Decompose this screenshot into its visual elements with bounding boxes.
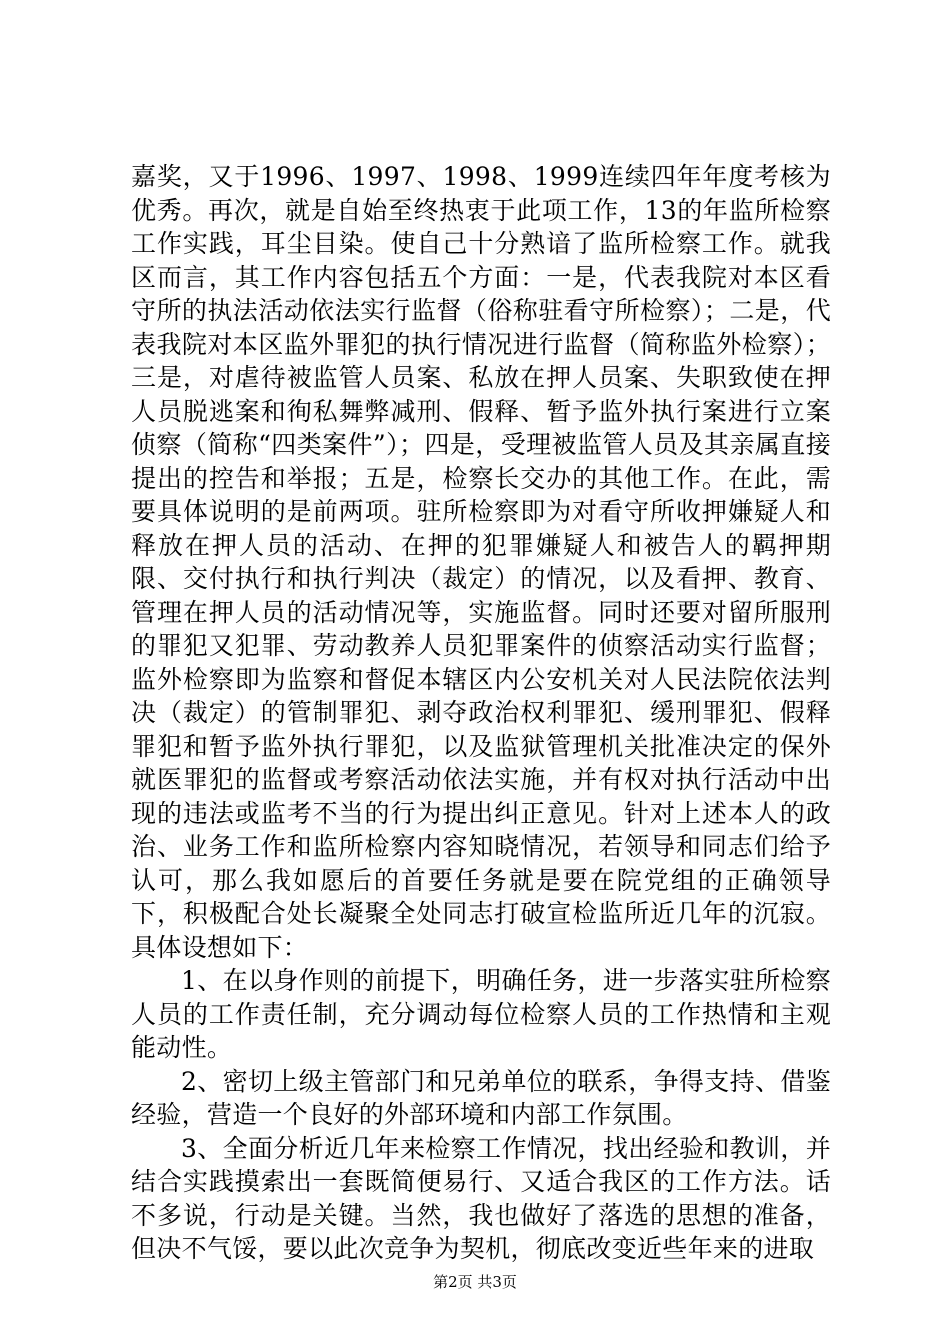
- body-paragraph-3: 2、密切上级主管部门和兄弟单位的联系，争得支持、借鉴经验，营造一个良好的外部环境和内部工作氛围。: [131, 1066, 831, 1129]
- body-paragraph-4: 3、全面分析近几年来检察工作情况，找出经验和教训，并结合实践摸索出一套既简便易行、又适合我区的工作方法。话不多说，行动是关键。当然，我也做好了落选的思想的准备，但决不气馁，要以此次竞争为契机，彻底改变近些年来的进取: [131, 1133, 831, 1263]
- body-paragraph-2: 1、在以身作则的前提下，明确任务，进一步落实驻所检察人员的工作责任制，充分调动每位检察人员的工作热情和主观能动性。: [131, 966, 831, 1062]
- page-footer: [0, 1272, 950, 1292]
- page-indicator: 第2页 共3页: [433, 1273, 517, 1291]
- document-body: [131, 160, 831, 1266]
- body-paragraph-1: 嘉奖，又于1996、1997、1998、1999连续四年年度考核为优秀。再次，就是自始至终热衷于此项工作，13的年监所检察工作实践，耳尘目染。使自己十分熟谙了监所检察工作。就我区而言，其工作内容包括五个方面：一是，代表我院对本区看守所的执法活动依法实行监督（俗称驻看守所检察）；二是，代表我院对本区监外罪犯的执行情况进行监督（简称监外检察）；三是，对虐待被监管人员案、私放在押人员案、失职致使在押人员脱逃案和徇私舞弊减刑、假释、暂予监外执行案进行立案侦察（简称“四类案件”）；四是，受理被监管人员及其亲属直接提出的控告和举报；五是，检察长交办的其他工作。在此，需要具体说明的是前两项。驻所检察即为对看守所收押嫌疑人和释放在押人员的活动、在押的犯罪嫌疑人和被告人的羁押期限、交付执行和执行判决（裁定）的情况，以及看押、教育、管理在押人员的活动情况等，实施监督。同时还要对留所服刑的罪犯又犯罪、劳动教养人员犯罪案件的侦察活动实行监督；监外检察即为监察和督促本辖区内公安机关对人民法院依法判决（裁定）的管制罪犯、剥夺政治权利罪犯、缓刑罪犯、假释罪犯和暂予监外执行罪犯，以及监狱管理机关批准决定的保外就医罪犯的监督或考察活动依法实施，并有权对执行活动中出现的违法或监考不当的行为提出纠正意见。针对上述本人的政治、业务工作和监所检察内容知晓情况，若领导和同志们给予认可，那么我如愿后的首要任务就是要在院党组的正确领导下，积极配合处长凝聚全处同志打破宣检监所近几年的沉寂。具体设想如下：: [131, 162, 831, 962]
